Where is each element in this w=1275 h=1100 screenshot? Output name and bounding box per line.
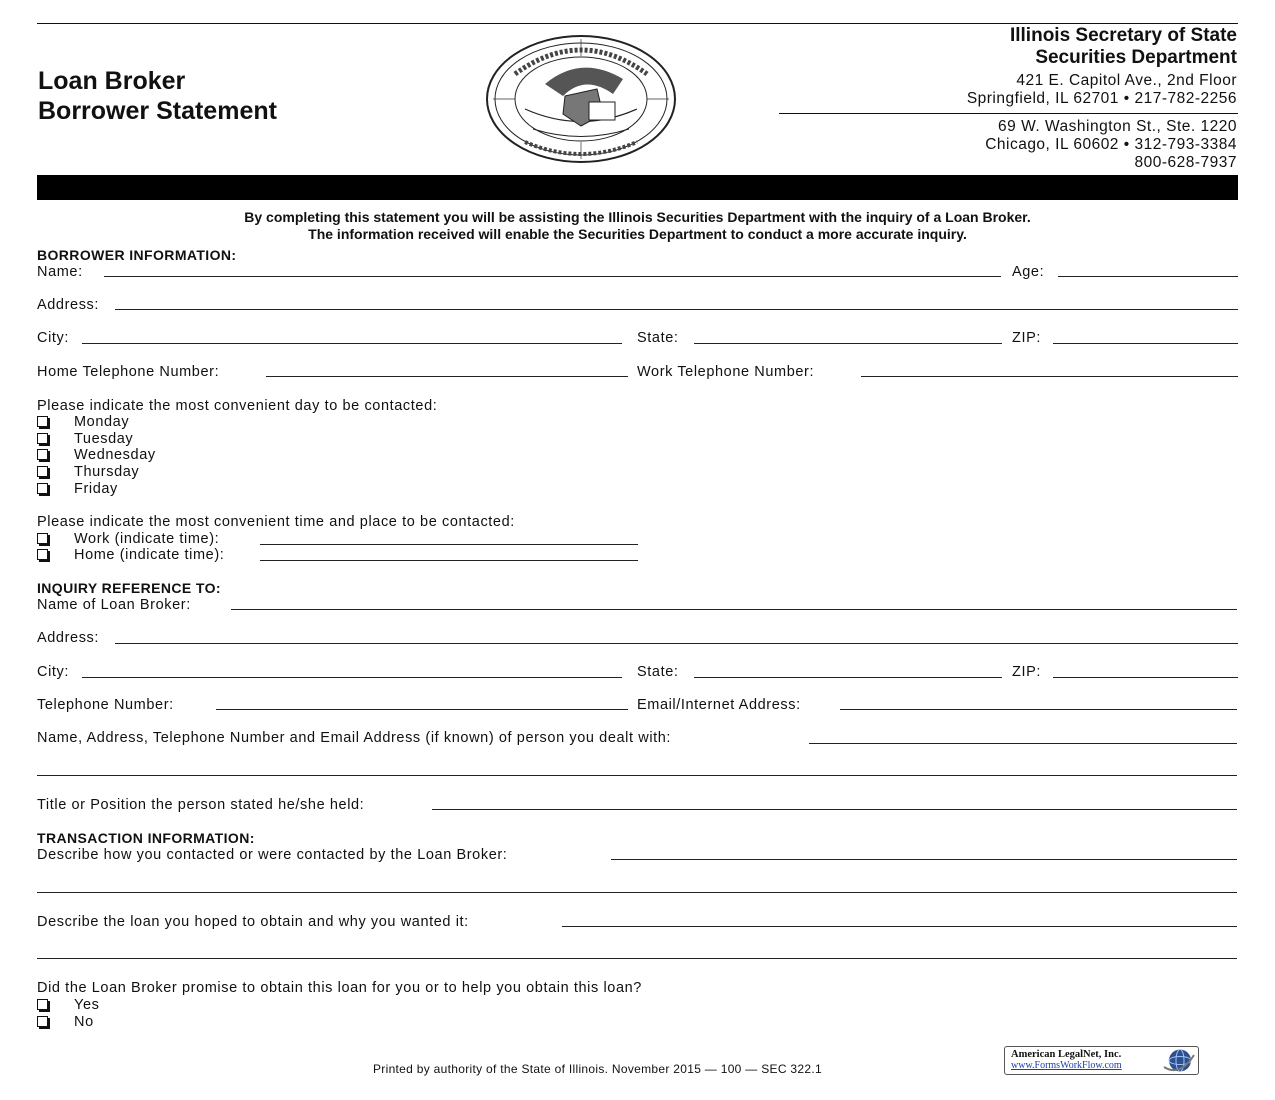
address-divider xyxy=(779,113,1238,114)
checkbox-icon[interactable] xyxy=(37,999,48,1010)
promise-question: Did the Loan Broker promise to obtain this loan for you or to help you obtain this loan? xyxy=(37,980,642,996)
transaction-heading: TRANSACTION INFORMATION: xyxy=(37,830,255,846)
loan-desc-field-2[interactable] xyxy=(37,958,1237,959)
address-label: Address: xyxy=(37,297,100,313)
broker-phone-field[interactable] xyxy=(216,709,628,710)
state-field[interactable] xyxy=(694,343,1002,344)
contact-person-field[interactable] xyxy=(809,743,1237,744)
home-phone-label: Home Telephone Number: xyxy=(37,364,220,380)
org-line1: Illinois Secretary of State xyxy=(1009,25,1237,46)
time-prompt: Please indicate the most convenient time and place to be contacted: xyxy=(37,514,515,530)
no-label: No xyxy=(74,1014,94,1030)
loan-desc-label: Describe the loan you hoped to obtain and why you wanted it: xyxy=(37,914,469,930)
addr1-line1: 421 E. Capitol Ave., 2nd Floor xyxy=(1016,72,1237,89)
inquiry-heading: INQUIRY REFERENCE TO: xyxy=(37,580,221,596)
home-time-field[interactable] xyxy=(260,560,638,561)
work-phone-field[interactable] xyxy=(861,376,1238,377)
zip-label: ZIP: xyxy=(1012,330,1041,346)
day-label: Friday xyxy=(74,481,118,497)
day-option-wednesday[interactable] xyxy=(37,446,156,464)
broker-name-label: Name of Loan Broker: xyxy=(37,597,191,613)
day-prompt: Please indicate the most convenient day to be contacted: xyxy=(37,398,438,414)
vendor-name: American LegalNet, Inc. xyxy=(1011,1049,1122,1060)
checkbox-icon[interactable] xyxy=(37,449,48,460)
broker-email-label: Email/Internet Address: xyxy=(637,697,801,713)
addr2-line1: 69 W. Washington St., Ste. 1220 xyxy=(998,118,1237,135)
age-field[interactable] xyxy=(1058,276,1238,277)
zip-field[interactable] xyxy=(1053,343,1238,344)
name-label: Name: xyxy=(37,264,83,280)
home-phone-field[interactable] xyxy=(266,376,628,377)
day-label: Monday xyxy=(74,414,130,430)
broker-state-label: State: xyxy=(637,664,679,680)
state-label: State: xyxy=(637,330,679,346)
day-label: Tuesday xyxy=(74,431,134,447)
vendor-url-link[interactable]: www.FormsWorkFlow.com xyxy=(1011,1060,1122,1071)
work-time-label: Work (indicate time): xyxy=(74,531,220,547)
broker-zip-field[interactable] xyxy=(1053,677,1238,678)
contact-person-field-2[interactable] xyxy=(37,775,1237,776)
globe-logo-icon xyxy=(1160,1047,1198,1074)
broker-address-field[interactable] xyxy=(115,643,1238,644)
broker-address-label: Address: xyxy=(37,630,100,646)
checkbox-icon[interactable] xyxy=(37,549,48,560)
springfield-address xyxy=(967,72,1237,108)
broker-phone-label: Telephone Number: xyxy=(37,697,174,713)
promise-no-option[interactable] xyxy=(37,1013,94,1031)
form-title-line1: Loan Broker xyxy=(38,67,186,95)
form-title xyxy=(38,66,277,126)
broker-state-field[interactable] xyxy=(694,677,1002,678)
yes-label: Yes xyxy=(74,997,100,1013)
loan-desc-field[interactable] xyxy=(562,926,1237,927)
printed-by-footer: Printed by authority of the State of Illinois. November 2015 — 100 — SEC 322.1 xyxy=(373,1062,822,1076)
address-field[interactable] xyxy=(115,309,1238,310)
org-name xyxy=(1010,25,1237,69)
form-title-line2: Borrower Statement xyxy=(38,97,277,125)
contact-method-field[interactable] xyxy=(611,859,1237,860)
day-option-thursday[interactable] xyxy=(37,463,139,481)
broker-zip-label: ZIP: xyxy=(1012,664,1041,680)
checkbox-icon[interactable] xyxy=(37,466,48,477)
work-phone-label: Work Telephone Number: xyxy=(637,364,815,380)
addr2-line2: Chicago, IL 60602 • 312-793-3384 xyxy=(985,136,1237,153)
day-option-friday[interactable] xyxy=(37,480,118,498)
contact-method-label: Describe how you contacted or were contacted by the Loan Broker: xyxy=(37,847,508,863)
checkbox-icon[interactable] xyxy=(37,483,48,494)
promise-yes-option[interactable] xyxy=(37,996,99,1014)
top-rule xyxy=(37,23,1238,24)
home-time-label: Home (indicate time): xyxy=(74,547,225,563)
city-field[interactable] xyxy=(82,343,622,344)
intro-line2: The information received will enable the Securities Department to conduct a more accurate inquiry. xyxy=(308,226,967,242)
name-field[interactable] xyxy=(104,276,1001,277)
broker-city-field[interactable] xyxy=(82,677,622,678)
chicago-address xyxy=(985,118,1237,172)
city-label: City: xyxy=(37,330,69,346)
intro-line1: By completing this statement you will be assisting the Illinois Securities Department with the inquiry of a Loan Broker. xyxy=(244,209,1031,225)
addr1-line2: Springfield, IL 62701 • 217-782-2256 xyxy=(966,90,1237,107)
home-time-option[interactable] xyxy=(37,546,224,564)
header-black-bar xyxy=(37,175,1238,200)
title-position-label: Title or Position the person stated he/she held: xyxy=(37,797,365,813)
checkbox-icon[interactable] xyxy=(37,416,48,427)
age-label: Age: xyxy=(1012,264,1045,280)
addr2-line3: 800-628-7937 xyxy=(1134,154,1237,171)
checkbox-icon[interactable] xyxy=(37,533,48,544)
borrower-heading: BORROWER INFORMATION: xyxy=(37,247,237,263)
day-option-monday[interactable] xyxy=(37,413,129,431)
state-seal-icon xyxy=(485,34,677,164)
checkbox-icon[interactable] xyxy=(37,1016,48,1027)
day-label: Wednesday xyxy=(74,447,156,463)
work-time-field[interactable] xyxy=(260,544,638,545)
checkbox-icon[interactable] xyxy=(37,433,48,444)
day-label: Thursday xyxy=(74,464,140,480)
contact-method-field-2[interactable] xyxy=(37,892,1237,893)
org-line2: Securities Department xyxy=(1035,47,1237,68)
broker-city-label: City: xyxy=(37,664,69,680)
contact-person-label: Name, Address, Telephone Number and Email Address (if known) of person you dealt with: xyxy=(37,730,672,746)
broker-name-field[interactable] xyxy=(231,609,1237,610)
title-position-field[interactable] xyxy=(432,809,1237,810)
broker-email-field[interactable] xyxy=(840,709,1237,710)
